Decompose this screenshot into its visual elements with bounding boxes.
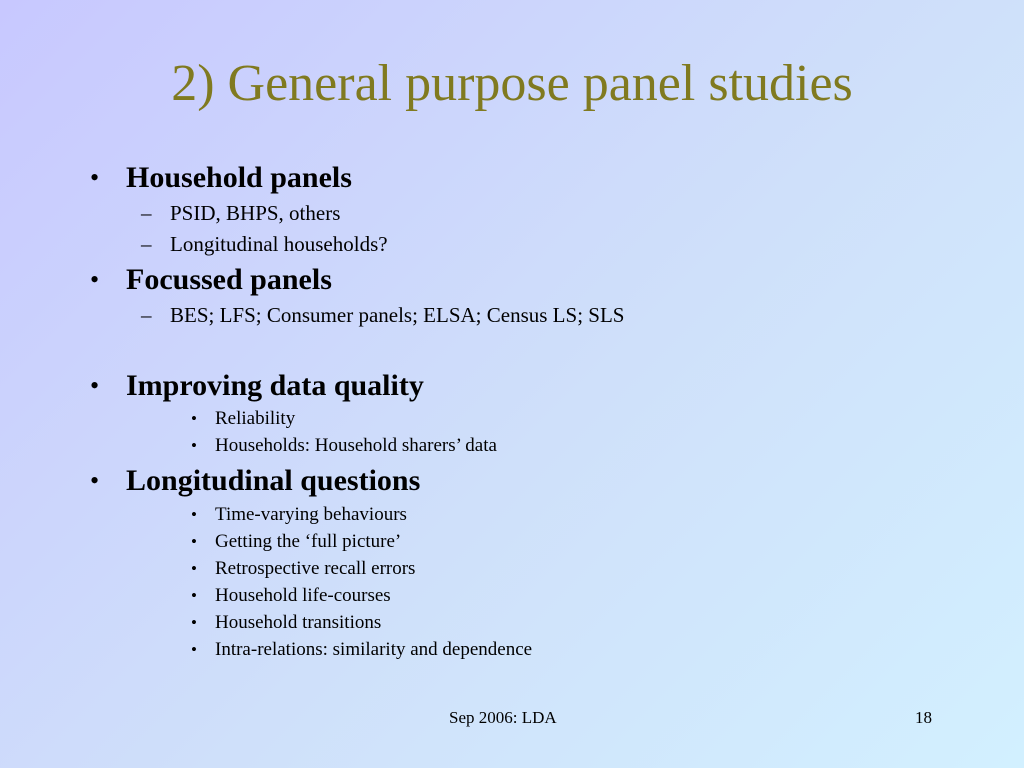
small-bullet-icon: • [191,559,197,578]
sub-sub-item [191,531,402,553]
slide-title: 2) General purpose panel studies [171,55,853,112]
dash-icon: – [141,303,152,327]
sub-sub-item-text: Household life-courses [215,585,391,606]
bullet-icon: • [90,466,100,495]
bullet-item [90,464,421,498]
bullet-item [90,369,424,403]
sub-sub-item [191,504,407,526]
sub-sub-item [191,435,497,457]
bullet-icon: • [90,265,100,294]
page-number: 18 [915,708,932,727]
sub-sub-item [191,408,296,430]
sub-sub-item-text: Retrospective recall errors [215,558,416,579]
sub-item [141,302,625,328]
dash-icon: – [141,232,152,256]
sub-item-text: PSID, BHPS, others [170,201,341,225]
sub-sub-item [191,585,391,607]
dash-icon: – [141,201,152,225]
sub-item [141,200,341,226]
sub-sub-item-text: Intra-relations: similarity and dependence [215,639,533,660]
bullet-item [90,263,332,297]
sub-sub-item-text: Household transitions [215,612,382,633]
bullet-text: Household panels [126,161,352,194]
sub-sub-item-text: Households: Household sharers’ data [215,435,497,456]
bullet-text: Longitudinal questions [126,464,421,497]
sub-item-text: BES; LFS; Consumer panels; ELSA; Census LS; SLS [170,303,625,327]
sub-item-text: Longitudinal households? [170,232,388,256]
sub-sub-item [191,612,382,634]
sub-sub-item-text: Getting the ‘full picture’ [215,531,402,552]
sub-sub-item-text: Time-varying behaviours [215,504,407,525]
small-bullet-icon: • [191,613,197,632]
bullet-item [90,161,352,195]
small-bullet-icon: • [191,532,197,551]
bullet-text: Improving data quality [126,369,424,402]
small-bullet-icon: • [191,409,197,428]
small-bullet-icon: • [191,586,197,605]
small-bullet-icon: • [191,436,197,455]
bullet-text: Focussed panels [126,263,332,296]
sub-sub-item [191,558,416,580]
sub-sub-item-text: Reliability [215,408,296,429]
small-bullet-icon: • [191,640,197,659]
small-bullet-icon: • [191,505,197,524]
bullet-icon: • [90,163,100,192]
footer-date: Sep 2006: LDA [449,708,557,727]
bullet-icon: • [90,371,100,400]
sub-item [141,231,388,257]
sub-sub-item [191,639,533,661]
